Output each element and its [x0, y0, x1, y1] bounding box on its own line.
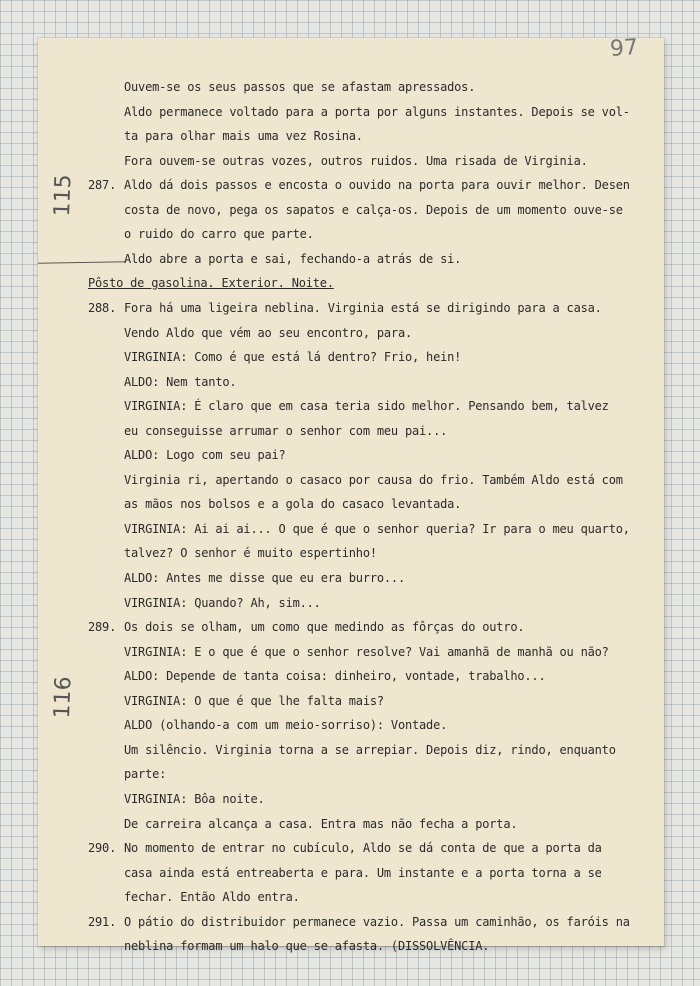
- text-line: [38, 127, 664, 145]
- line-text: Fora há uma ligeira neblina. Virginia está se dirigindo para a casa.: [124, 300, 602, 315]
- text-line: [38, 692, 664, 710]
- line-text: ta para olhar mais uma vez Rosina.: [124, 129, 363, 144]
- line-text: ALDO: Logo com seu pai?: [124, 448, 286, 463]
- line-text: fechar. Então Aldo entra.: [124, 890, 300, 905]
- text-line: [38, 471, 664, 489]
- line-text: Vendo Aldo que vém ao seu encontro, para.: [124, 325, 413, 340]
- text-line: [38, 324, 664, 342]
- line-text: Ouvem-se os seus passos que se afastam apressados.: [124, 80, 476, 94]
- line-text: ALDO: Nem tanto.: [124, 374, 237, 389]
- line-text: ALDO (olhando-a com um meio-sorriso): Vontade.: [124, 718, 448, 733]
- text-line: [38, 397, 664, 415]
- text-line: [38, 495, 664, 513]
- line-text: casa ainda está entreaberta e para. Um instante e a porta torna a se: [124, 865, 602, 880]
- line-text: VIRGINIA: E o que é que o senhor resolve? Vai amanhã de manhã ou não?: [124, 644, 609, 659]
- line-text: VIRGINIA: Como é que está lá dentro? Frio, hein!: [124, 350, 462, 365]
- line-text: Aldo permanece voltado para a porta por alguns instantes. Depois se vol-: [124, 104, 630, 119]
- text-line: [38, 594, 664, 612]
- line-text: Fora ouvem-se outras vozes, outros ruidos. Uma risada de Virginia.: [124, 153, 588, 168]
- shot-number: 288.: [88, 300, 117, 315]
- shot-number: 289.: [88, 620, 117, 635]
- text-line: [38, 839, 664, 857]
- line-text: ALDO: Depende de tanta coisa: dinheiro, vontade, trabalho...: [124, 669, 546, 684]
- line-text: De carreira alcança a casa. Entra mas não fecha a porta.: [124, 816, 518, 831]
- text-line: [38, 201, 664, 219]
- line-text: parte:: [124, 767, 167, 782]
- text-line: [38, 913, 664, 931]
- line-text: Aldo abre a porta e sai, fechando-a atrás de si.: [124, 251, 462, 266]
- text-line: [38, 544, 664, 562]
- line-text: VIRGINIA: É claro que em casa teria sido melhor. Pensando bem, talvez: [124, 399, 609, 414]
- text-line: [38, 667, 664, 685]
- text-line: [38, 103, 664, 121]
- text-line: [38, 790, 664, 808]
- text-line: [38, 78, 664, 96]
- text-line: [38, 765, 664, 783]
- line-text: as mãos nos bolsos e a gola do casaco levantada.: [124, 497, 462, 512]
- line-text: Pôsto de gasolina. Exterior. Noite.: [88, 276, 334, 291]
- text-line: [38, 225, 664, 243]
- text-line: [38, 520, 664, 538]
- line-text: VIRGINIA: O que é que lhe falta mais?: [124, 693, 384, 708]
- line-text: VIRGINIA: Bôa noite.: [124, 791, 265, 806]
- text-line: [38, 937, 664, 955]
- text-line: [38, 152, 664, 170]
- line-text: neblina formam um halo que se afasta. (DISSOLVÊNCIA.: [124, 939, 490, 954]
- text-line: [38, 643, 664, 661]
- text-line: [38, 864, 664, 882]
- typewritten-page: [38, 35, 664, 954]
- shot-number: 290.: [88, 841, 117, 856]
- line-text: Aldo dá dois passos e encosta o ouvido na porta para ouvir melhor. Desen: [124, 178, 630, 193]
- line-text: Virginia ri, apertando o casaco por causa do frio. Também Aldo está com: [124, 472, 623, 487]
- text-line: [38, 299, 664, 317]
- line-text: No momento de entrar no cubículo, Aldo se dá conta de que a porta da: [124, 841, 602, 856]
- page-number: 97: [609, 35, 639, 62]
- line-text: costa de novo, pega os sapatos e calça-os. Depois de um momento ouve-se: [124, 202, 623, 217]
- text-line: [38, 741, 664, 759]
- text-line: [38, 422, 664, 440]
- line-text: o ruido do carro que parte.: [124, 227, 314, 242]
- text-line: [38, 569, 664, 587]
- line-text: Um silêncio. Virginia torna a se arrepiar. Depois diz, rindo, enquanto: [124, 742, 616, 757]
- text-line: [38, 348, 664, 366]
- shot-number: 287.: [88, 178, 117, 193]
- text-line: [38, 716, 664, 734]
- text-line: [38, 373, 664, 391]
- line-text: VIRGINIA: Ai ai ai... O que é que o senhor queria? Ir para o meu quarto,: [124, 521, 630, 536]
- margin-note-116: 116: [50, 676, 77, 719]
- line-text: ALDO: Antes me disse que eu era burro...: [124, 571, 405, 585]
- line-text: O pátio do distribuidor permanece vazio. Passa um caminhão, os faróis na: [124, 914, 630, 929]
- text-line: [38, 888, 664, 906]
- text-line: [38, 250, 664, 268]
- margin-note-115: 115: [50, 174, 77, 217]
- text-line: [38, 815, 664, 833]
- line-text: talvez? O senhor é muito espertinho!: [124, 546, 377, 561]
- text-line: [38, 176, 664, 194]
- line-text: VIRGINIA: Quando? Ah, sim...: [124, 595, 321, 610]
- line-text: eu conseguisse arrumar o senhor com meu pai...: [124, 423, 448, 438]
- scene-heading: [38, 274, 664, 292]
- line-text: Os dois se olham, um como que medindo as fôrças do outro.: [124, 620, 525, 635]
- text-line: [38, 618, 664, 636]
- shot-number: 291.: [88, 914, 117, 929]
- text-line: [38, 446, 664, 464]
